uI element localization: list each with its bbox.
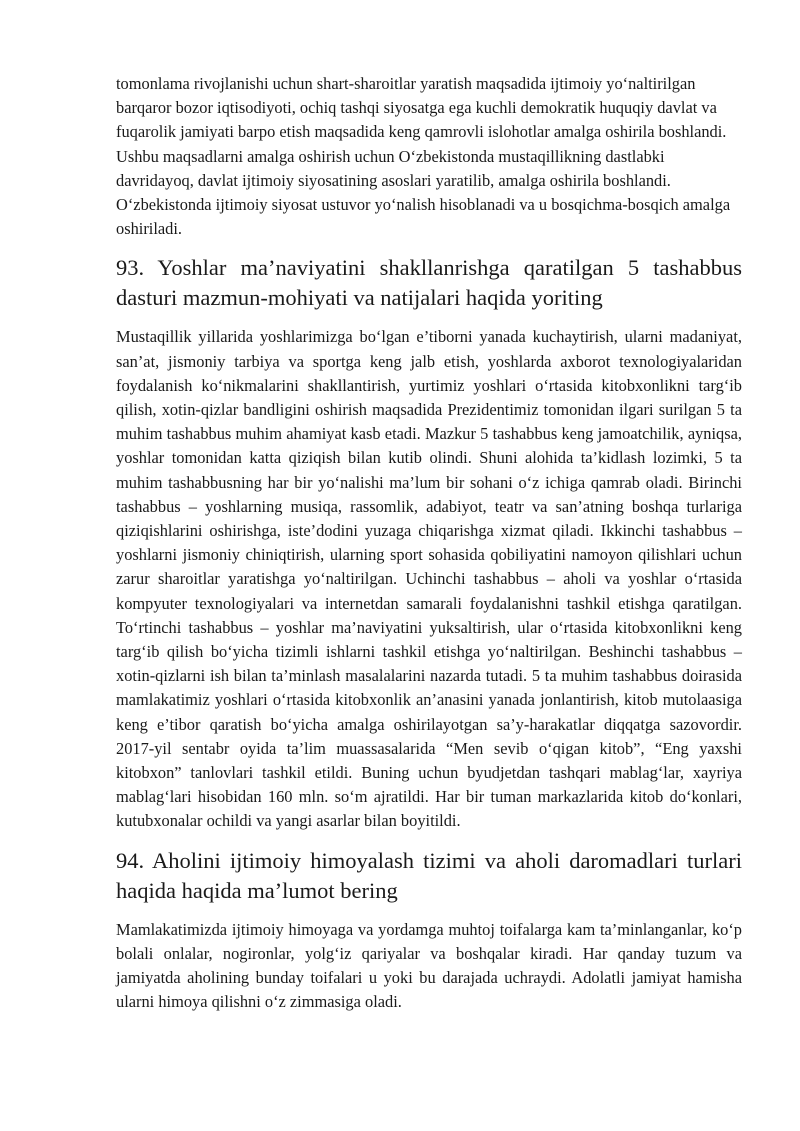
section-93-heading: 93. Yoshlar ma’naviyatini shakllanrishga qaratilgan 5 tashabbus dasturi mazmun-mohiyati va natijalari haqida yoriting [116, 255, 742, 311]
intro-paragraph: tomonlama rivojlanishi uchun shart-sharoitlar yaratish maqsadida ijtimoiy yo‘naltirilgan barqaror bozor iqtisodiyoti, ochiq tashqi siyosatga ega kuchli demokratik huquqiy davlat va fuqarolik jamiyati barpo etish maqsadida keng qamrovli islohotlar amalga oshirila boshlandi. Ushbu maqsadlarni amalga oshirish uchun O‘zbekistonda mustaqillikning dastlabki davridayoq, davlat ijtimoiy siyosatining asoslari yaratilib, amalga oshirila boshlandi. O‘zbekistonda ijtimoiy siyosat ustuvor yo‘nalish hisoblanadi va u bosqichma-bosqich amalga oshiriladi. [116, 74, 731, 239]
section-94-heading: 94. Aholini ijtimoiy himoyalash tizimi va aholi daromadlari turlari haqida haqida ma’lumot bering [116, 847, 742, 903]
document-page [116, 72, 742, 1015]
section-93-body: Mustaqillik yillarida yoshlarimizga bo‘lgan e’tiborni yanada kuchaytirish, ularni madaniyat, san’at, jismoniy tarbiya va sportga keng jalb etish, yoshlarda axborot texnologiyalaridan foydalanish ko‘nikmalarini shakllantirish, yurtimiz yoshlari o‘rtasida kitobxonlikni targ‘ib qilish, xotin-qizlar bandligini oshirish maqsadida Prezidentimiz tomonidan ilgari surilgan 5 ta muhim tashabbus muhim ahamiyat kasb etadi. Mazkur 5 tashabbus keng jamoatchilik, ayniqsa, yoshlar tomonidan katta qiziqish bilan kutib olindi. Shuni alohida ta’kidlash lozimki, 5 ta muhim tashabbusning har bir yo‘nalishi ma’lum bir sohani o‘z ichiga qamrab oladi. Birinchi tashabbus – yoshlarning musiqa, rassomlik, adabiyot, teatr va san’atning boshqa turlariga qiziqishlarini oshirishga, iste’dodini yuzaga chiqarishga xizmat qiladi. Ikkinchi tashabbus – yoshlarni jismoniy chiniqtirish, ularning sport sohasida qobiliyatini namoyon qilishlari uchun zarur sharoitlar yaratishga yo‘naltirilgan. Uchinchi tashabbus – aholi va yoshlar o‘rtasida kompyuter texnologiyalari va internetdan samarali foydalanishni tashkil etishga qaratilgan. To‘rtinchi tashabbus – yoshlar ma’naviyatini yuksaltirish, ular o‘rtasida kitobxonlikni keng targ‘ib qilish bo‘yicha tizimli ishlarni tashkil etishga yo‘naltirilgan. Beshinchi tashabbus – xotin-qizlarni ish bilan ta’minlash masalalarini nazarda tutadi. 5 ta muhim tashabbus doirasida mamlakatimiz yoshlari o‘rtasida kitobxonlik an’anasini yanada jonlantirish, kitob mutolaasiga keng e’tibor qaratish bo‘yicha amalga oshirilayotgan sa’y-harakatlar diqqatga sazovordir. 2017-yil sentabr oyida ta’lim muassasalarida “Men sevib o‘qigan kitob”, “Eng yaxshi kitobxon” tanlovlari tashkil etildi. Buning uchun byudjetdan tashqari mablag‘lar, xayriya mablag‘lari hisobidan 160 mln. so‘m ajratildi. Har bir tuman markazlarida kitob do‘konlari, kutubxonalar ochildi va yangi asarlar bilan boyitildi. [116, 327, 742, 831]
section-94-body: Mamlakatimizda ijtimoiy himoyaga va yordamga muhtoj toifalarga kam ta’minlanganlar, ko‘p bolali onlalar, nogironlar, yolg‘iz qariyalar va boshqalar kiradi. Har qanday tuzum va jamiyatda aholining bunday toifalari u yoki bu darajada uchraydi. Adolatli jamiyat hamisha ularni himoya qilishni o‘z zimmasiga oladi. [116, 919, 742, 1012]
